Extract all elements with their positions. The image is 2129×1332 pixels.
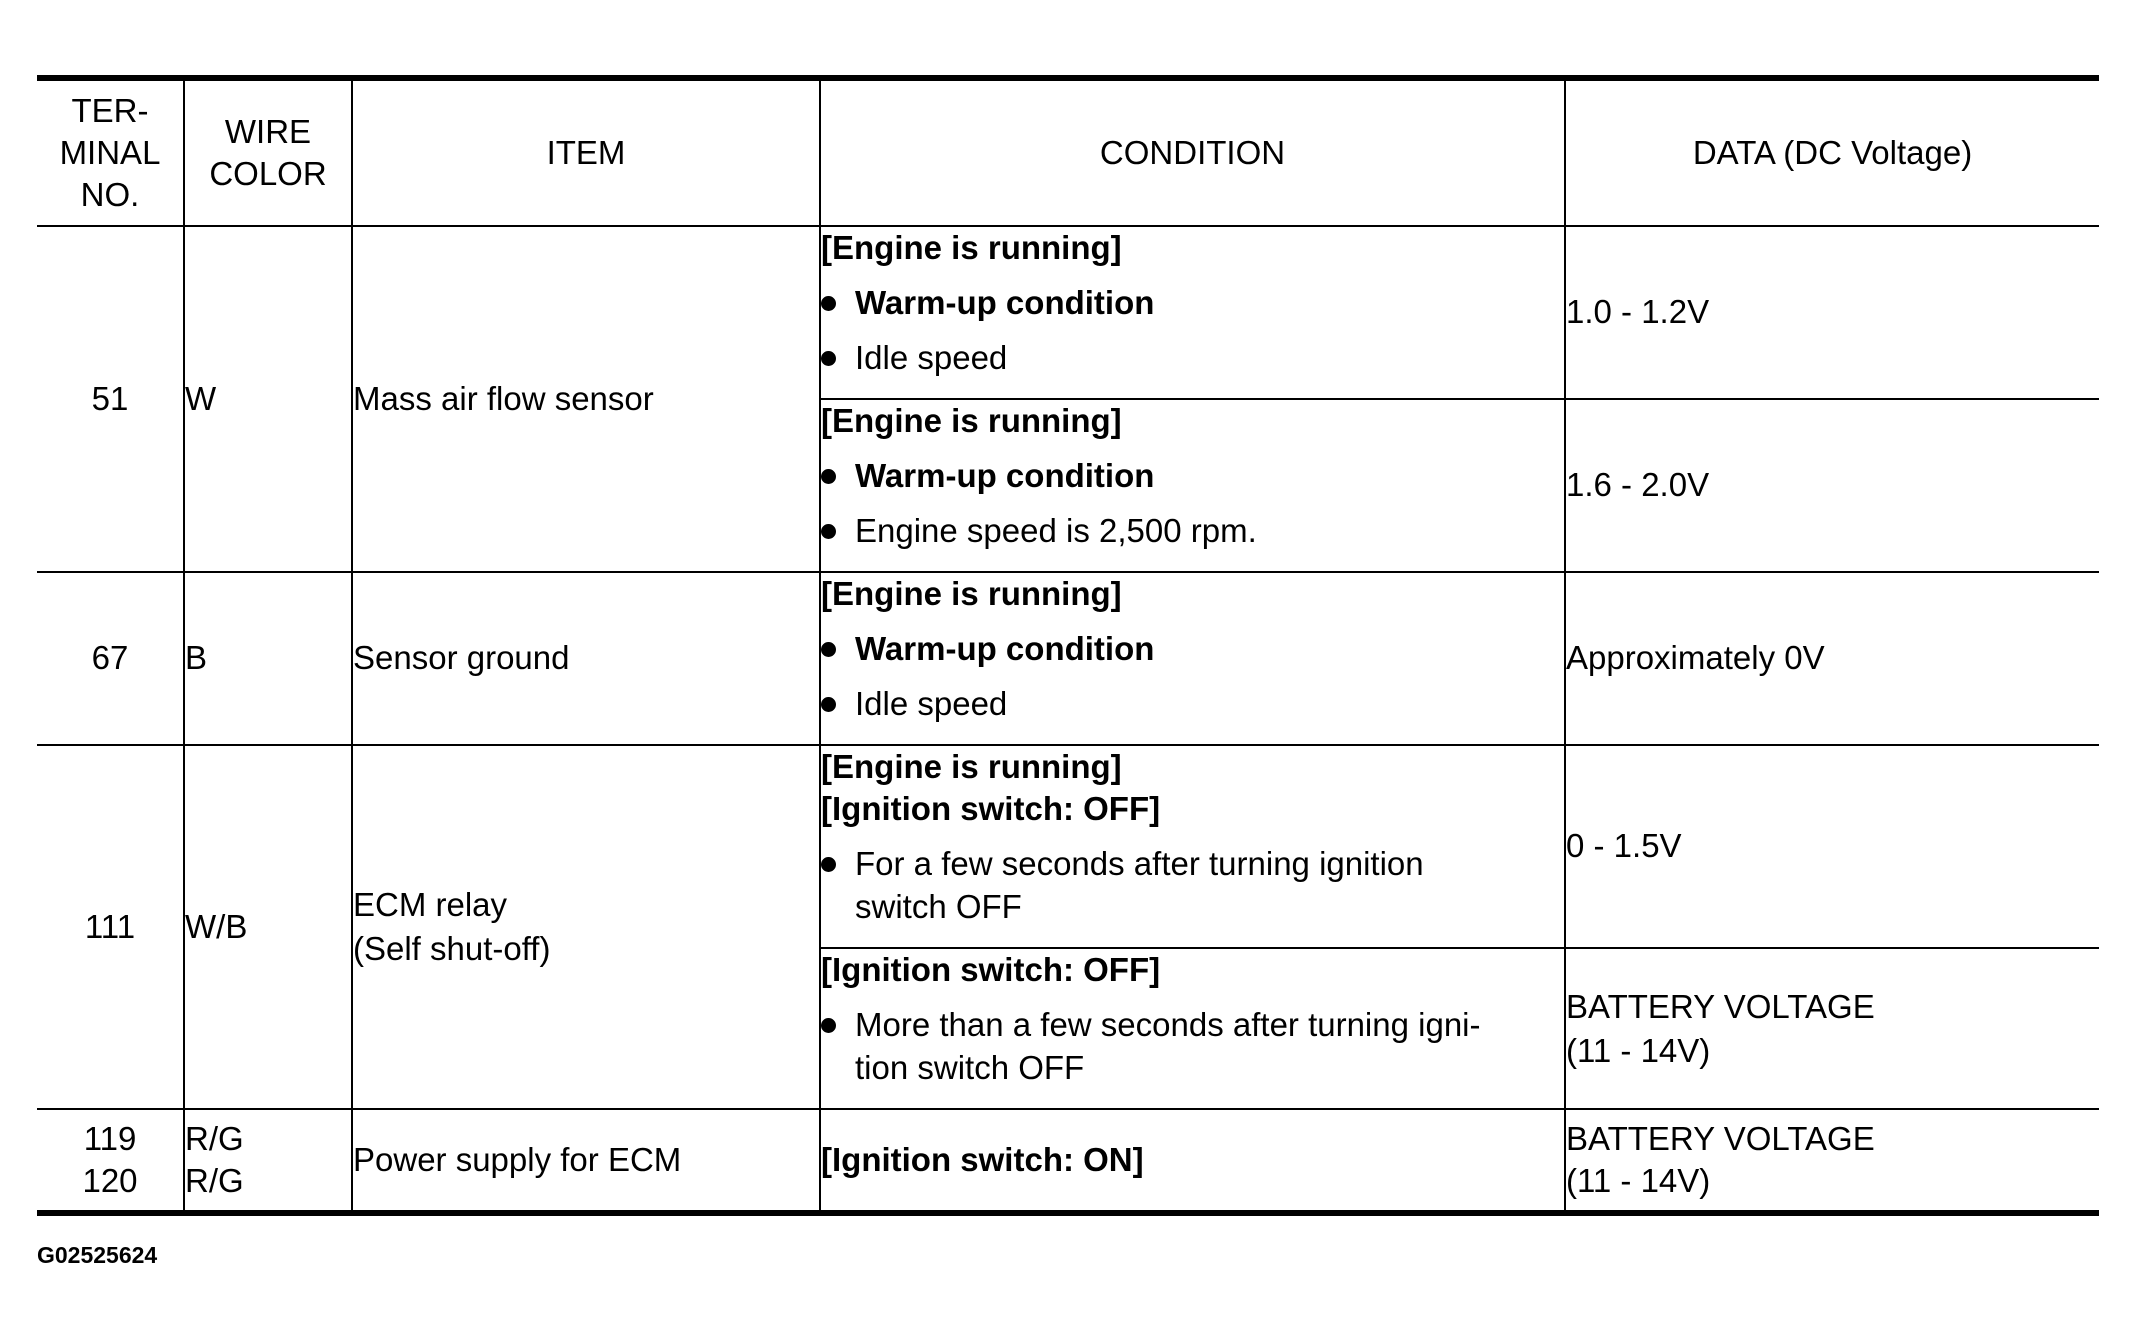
condition-heading: [Ignition switch: OFF] — [821, 951, 1161, 988]
ecm-terminal-table — [37, 75, 2099, 1216]
condition-bullet: Engine speed is 2,500 rpm. — [821, 509, 1564, 552]
bullet-icon — [821, 351, 836, 366]
item-cell: ECM relay (Self shut-off) — [352, 745, 820, 1109]
data-cell: BATTERY VOLTAGE (11 - 14V) — [1565, 948, 2099, 1109]
condition-bullet: Warm-up condition — [821, 627, 1564, 670]
condition-cell — [820, 1109, 1565, 1213]
header-row — [37, 78, 2099, 226]
terminal-no-cell: 111 — [37, 745, 184, 1109]
data-cell: BATTERY VOLTAGE (11 - 14V) — [1565, 1109, 2099, 1213]
table-row-51a — [37, 226, 2099, 399]
bullet-icon — [821, 469, 836, 484]
figure-id: G02525624 — [37, 1242, 158, 1268]
condition-bullet: Idle speed — [821, 336, 1564, 379]
wire-color-cell: B — [184, 572, 352, 745]
condition-heading: [Ignition switch: OFF] — [821, 790, 1161, 827]
table-row-67 — [37, 572, 2099, 745]
bullet-icon — [821, 524, 836, 539]
condition-heading: [Engine is running] — [821, 748, 1122, 785]
header-item: ITEM — [352, 78, 820, 226]
wire-color-cell: R/G R/G — [184, 1109, 352, 1213]
table-row-119-120 — [37, 1109, 2099, 1213]
condition-bullet: For a few seconds after turning ignition switch OFF — [821, 842, 1564, 928]
data-cell: Approximately 0V — [1565, 572, 2099, 745]
condition-heading: [Engine is running] — [821, 229, 1122, 266]
condition-bullet: Idle speed — [821, 682, 1564, 725]
item-cell: Sensor ground — [352, 572, 820, 745]
bullet-icon — [821, 1018, 836, 1033]
item-cell: Power supply for ECM — [352, 1109, 820, 1213]
condition-heading: [Engine is running] — [821, 402, 1122, 439]
wire-color-cell: W — [184, 226, 352, 572]
bullet-icon — [821, 296, 836, 311]
data-cell: 1.6 - 2.0V — [1565, 399, 2099, 572]
condition-cell — [820, 399, 1565, 572]
data-cell: 1.0 - 1.2V — [1565, 226, 2099, 399]
condition-heading: [Engine is running] — [821, 575, 1122, 612]
condition-cell — [820, 745, 1565, 948]
data-cell: 0 - 1.5V — [1565, 745, 2099, 948]
header-wire-color: WIRE COLOR — [184, 78, 352, 226]
condition-bullet: Warm-up condition — [821, 281, 1564, 324]
table-row-111a — [37, 745, 2099, 948]
header-terminal-no: TER- MINAL NO. — [37, 78, 184, 226]
item-cell: Mass air flow sensor — [352, 226, 820, 572]
terminal-no-cell: 51 — [37, 226, 184, 572]
bullet-icon — [821, 697, 836, 712]
wire-color-cell: W/B — [184, 745, 352, 1109]
bullet-icon — [821, 642, 836, 657]
condition-cell — [820, 226, 1565, 399]
condition-bullet: More than a few seconds after turning igni- tion switch OFF — [821, 1003, 1564, 1089]
condition-cell — [820, 572, 1565, 745]
header-data: DATA (DC Voltage) — [1565, 78, 2099, 226]
terminal-table-container — [37, 75, 2099, 1216]
bullet-icon — [821, 857, 836, 872]
condition-heading: [Ignition switch: ON] — [821, 1141, 1144, 1178]
terminal-no-cell: 119 120 — [37, 1109, 184, 1213]
condition-cell — [820, 948, 1565, 1109]
terminal-no-cell: 67 — [37, 572, 184, 745]
header-condition: CONDITION — [820, 78, 1565, 226]
condition-bullet: Warm-up condition — [821, 454, 1564, 497]
